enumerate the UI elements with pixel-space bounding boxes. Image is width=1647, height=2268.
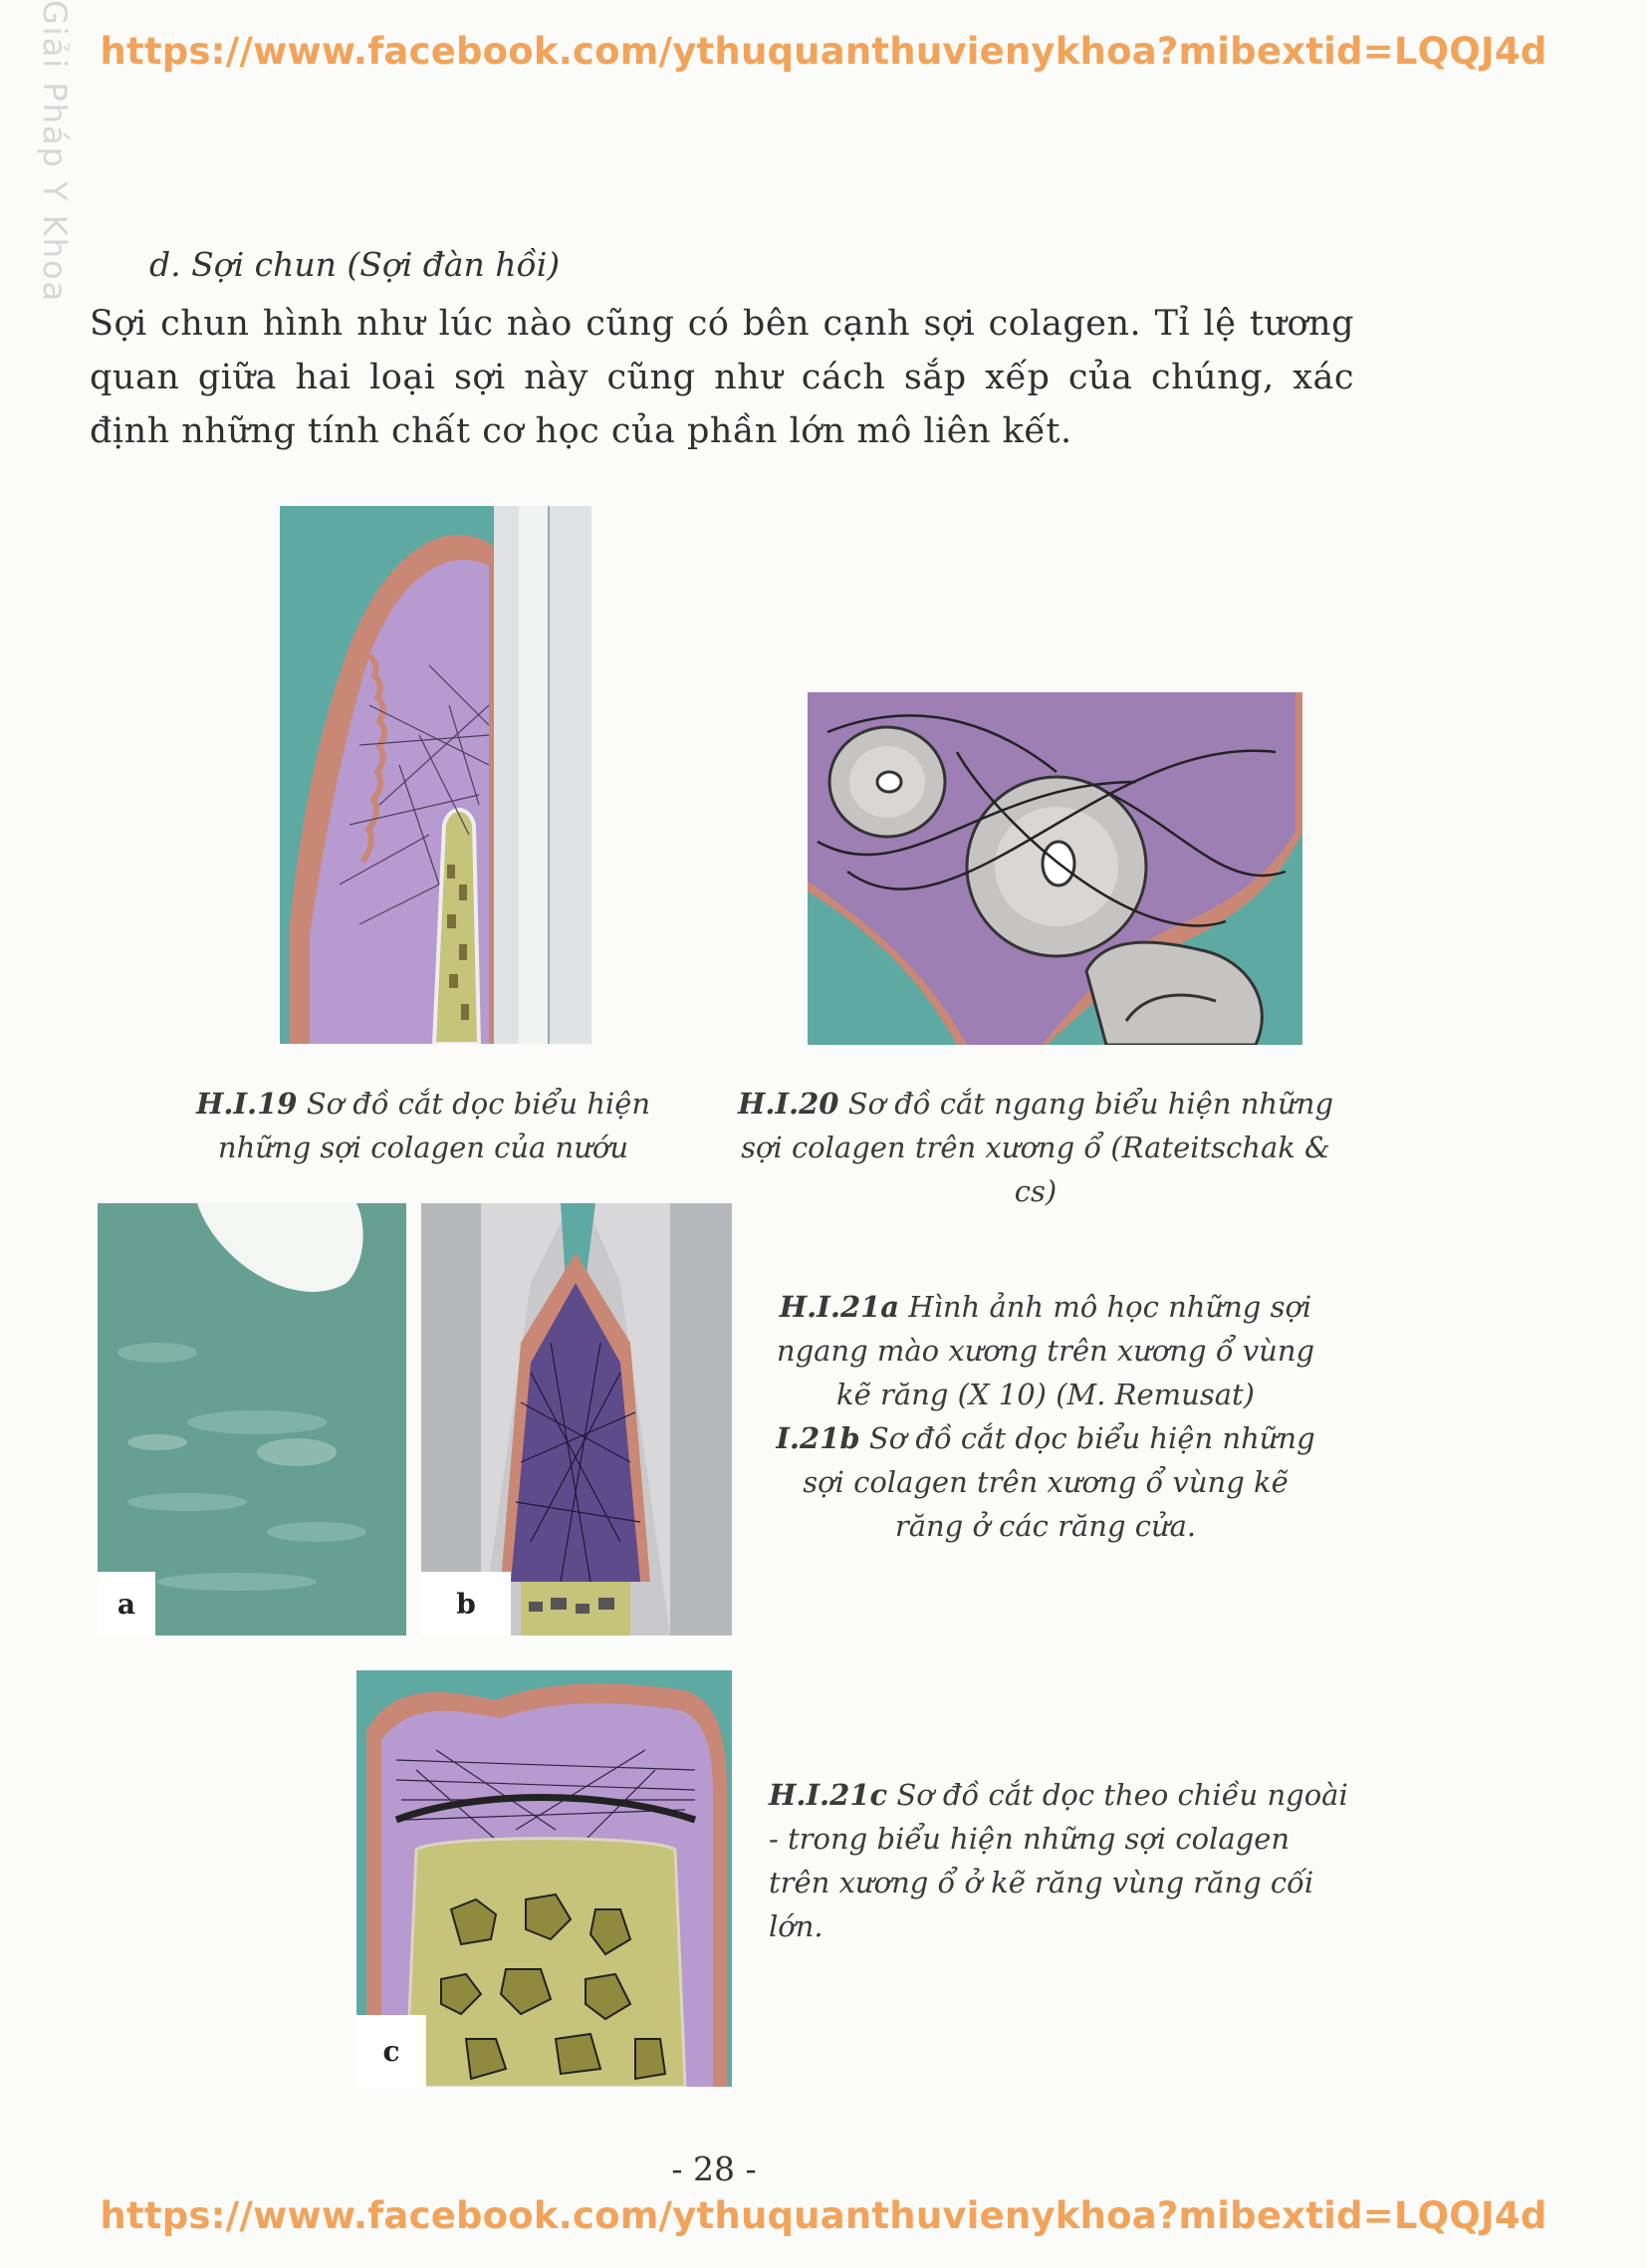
figure-h121c-id: H.I.21c [769, 1778, 888, 1812]
figure-h121c-caption [769, 1773, 1356, 1948]
figure-h121ab-caption [767, 1285, 1324, 1548]
figure-h121c-text: Sơ đồ cắt dọc theo chiều ngoài - trong biểu hiện những sợi colagen trên xương ổ ở kẽ răng vùng răng cối lớn. [769, 1778, 1348, 1943]
figure-h121b-id: I.21b [776, 1421, 860, 1455]
section-heading: d. Sợi chun (Sợi đàn hồi) [149, 245, 561, 284]
side-watermark: Giải Pháp Y Khoa [36, 0, 74, 304]
watermark-link-bottom[interactable]: https://www.facebook.com/ythuquanthuvienykhoa?mibextid=LQQJ4d [100, 2194, 1547, 2237]
figure-h121c-image [356, 1670, 732, 2087]
figure-h120-text: Sơ đồ cắt ngang biểu hiện những sợi colagen trên xương ổ (Rateitschak & cs) [741, 1087, 1334, 1208]
figure-h121a-image [98, 1203, 406, 1636]
panel-label-a: a [98, 1572, 155, 1636]
page-number: - 28 - [671, 2149, 757, 2188]
figure-h121a-id: H.I.21a [779, 1290, 900, 1324]
figure-h119-caption [189, 1082, 657, 1169]
section-paragraph: Sợi chun hình như lúc nào cũng có bên cạnh sợi colagen. Tỉ lệ tương quan giữa hai loại sợi này cũng như cách sắp xếp của chúng, xác định những tính chất cơ học của phần lớn mô liên kết. [90, 304, 1354, 451]
figure-h119-id: H.I.19 [195, 1087, 298, 1121]
figure-h120-image [808, 692, 1302, 1045]
figure-h121b-text: Sơ đồ cắt dọc biểu hiện những sợi colagen trên xương ổ vùng kẽ răng ở các răng cửa. [803, 1421, 1315, 1543]
figure-h121b-image [421, 1203, 732, 1636]
panel-label-c: c [356, 2015, 426, 2087]
watermark-link-top[interactable]: https://www.facebook.com/ythuquanthuvienykhoa?mibextid=LQQJ4d [100, 30, 1547, 73]
figure-h120-id: H.I.20 [737, 1087, 839, 1121]
figure-h119-image [280, 506, 591, 1044]
figure-h120-caption [717, 1082, 1354, 1213]
panel-label-b: b [421, 1572, 511, 1636]
figure-h121a-text: Hình ảnh mô học những sợi ngang mào xương trên xương ổ vùng kẽ răng (X 10) (M. Remusat) [776, 1290, 1315, 1411]
figure-h119-text: Sơ đồ cắt dọc biểu hiện những sợi colagen của nướu [217, 1087, 651, 1164]
